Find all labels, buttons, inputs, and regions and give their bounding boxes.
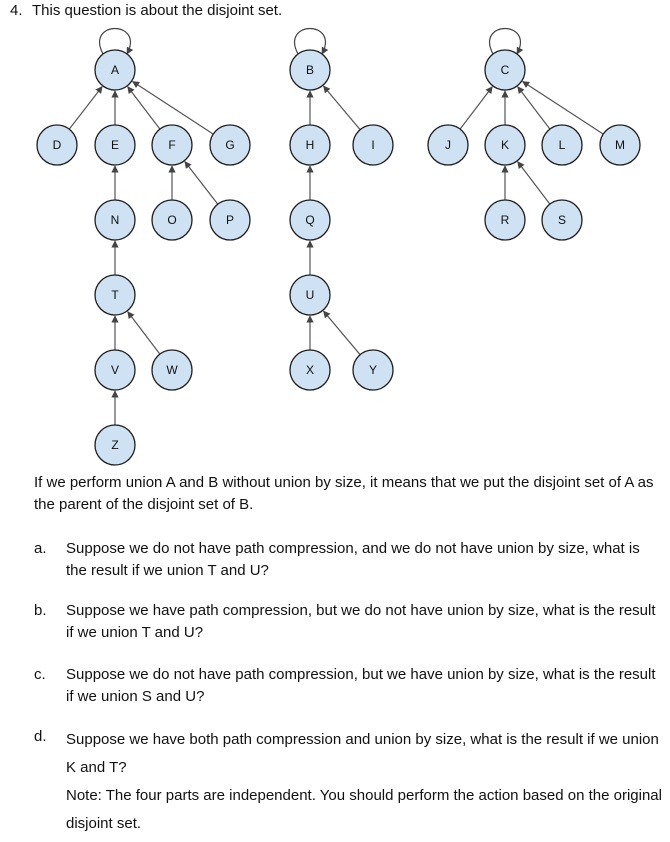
- question-title: This question is about the disjoint set.: [32, 2, 283, 19]
- part-c: [34, 664, 664, 708]
- edge-y-to-u: [324, 311, 361, 355]
- node-label-b: B: [305, 63, 315, 77]
- node-label-c: C: [500, 63, 510, 77]
- part-d-text: Suppose we have both path compression and union by size, what is the result if we union K and T?: [66, 731, 659, 776]
- edge-f-to-a: [128, 87, 160, 129]
- node-a: [95, 50, 135, 90]
- node-i: [353, 125, 393, 165]
- question-number: 4.: [10, 2, 23, 19]
- node-e: [95, 125, 135, 165]
- node-z: [95, 425, 135, 465]
- node-u: [290, 275, 330, 315]
- node-label-n: N: [110, 213, 120, 227]
- part-c-letter: c.: [34, 666, 46, 683]
- node-label-i: I: [371, 138, 375, 152]
- node-n: [95, 200, 135, 240]
- node-label-g: G: [225, 138, 235, 152]
- node-j: [428, 125, 468, 165]
- node-p: [210, 200, 250, 240]
- node-r: [485, 200, 525, 240]
- node-label-k: K: [500, 138, 510, 152]
- node-label-a: A: [110, 63, 120, 77]
- node-label-m: M: [615, 138, 625, 152]
- node-label-s: S: [557, 213, 567, 227]
- node-label-z: Z: [111, 438, 119, 452]
- node-label-v: V: [110, 363, 120, 377]
- node-label-f: F: [168, 138, 176, 152]
- node-w: [152, 350, 192, 390]
- node-l: [542, 125, 582, 165]
- node-y: [353, 350, 393, 390]
- edge-p-to-f: [185, 162, 218, 205]
- node-g: [210, 125, 250, 165]
- edge-w-to-t: [128, 312, 160, 354]
- edge-s-to-k: [518, 162, 550, 204]
- nodes-layer: [37, 50, 640, 465]
- node-v: [95, 350, 135, 390]
- node-x: [290, 350, 330, 390]
- node-label-q: Q: [305, 213, 315, 227]
- node-label-p: P: [225, 213, 235, 227]
- node-label-t: T: [111, 288, 119, 302]
- node-t: [95, 275, 135, 315]
- node-k: [485, 125, 525, 165]
- part-d-letter: d.: [34, 728, 47, 745]
- node-label-h: H: [305, 138, 315, 152]
- part-d: [34, 726, 664, 838]
- node-label-e: E: [110, 138, 120, 152]
- node-label-u: U: [305, 288, 315, 302]
- node-label-d: D: [52, 138, 62, 152]
- node-d: [37, 125, 77, 165]
- node-s: [542, 200, 582, 240]
- part-a-text: Suppose we do not have path compression, and we do not have union by size, what is the result if we union T and U?: [66, 540, 640, 579]
- edge-l-to-c: [518, 87, 550, 129]
- part-a-letter: a.: [34, 540, 47, 557]
- edge-j-to-c: [460, 87, 492, 129]
- node-c: [485, 50, 525, 90]
- part-b-letter: b.: [34, 602, 47, 619]
- node-o: [152, 200, 192, 240]
- node-label-y: Y: [368, 363, 378, 377]
- node-label-w: W: [166, 363, 178, 377]
- part-b-text: Suppose we have path compression, but we do not have union by size, what is the result if we union T and U?: [66, 602, 656, 641]
- node-h: [290, 125, 330, 165]
- node-f: [152, 125, 192, 165]
- edge-d-to-a: [69, 87, 102, 130]
- node-q: [290, 200, 330, 240]
- node-label-r: R: [500, 213, 510, 227]
- part-c-text: Suppose we do not have path compression, but we have union by size, what is the result if we union S and U?: [66, 666, 656, 705]
- node-b: [290, 50, 330, 90]
- edge-i-to-b: [324, 86, 361, 130]
- node-label-l: L: [558, 138, 566, 152]
- node-m: [600, 125, 640, 165]
- node-label-j: J: [445, 138, 451, 152]
- part-b: [34, 600, 664, 644]
- edges-layer: [69, 81, 603, 425]
- node-label-o: O: [167, 213, 177, 227]
- intro-paragraph: If we perform union A and B without union by size, it means that we put the disjoint set of A as the parent of the disjoint set of B.: [34, 474, 654, 513]
- node-label-x: X: [305, 363, 315, 377]
- part-a: [34, 538, 664, 582]
- part-d-note: Note: The four parts are independent. You should perform the action based on the original disjoint set.: [66, 787, 662, 832]
